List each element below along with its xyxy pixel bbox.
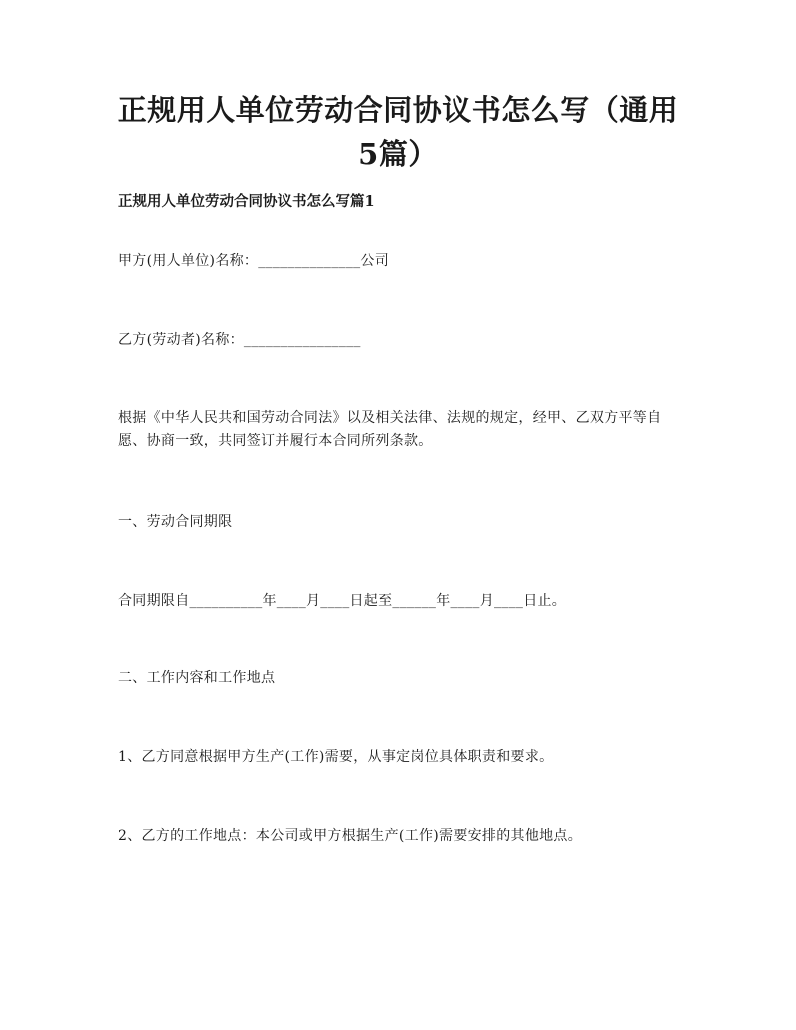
clause-heading-term: 一、劳动合同期限 [118, 514, 233, 530]
work-location-item-2: 2、乙方的工作地点：本公司或甲方根据生产(工作)需要安排的其他地点。 [118, 828, 583, 844]
document-title [100, 88, 696, 176]
party-a-name-line: 甲方(用人单位)名称：______________公司 [118, 253, 390, 269]
title-line-2: 5篇） [358, 137, 438, 171]
party-b-name-line: 乙方(劳动者)名称：________________ [118, 332, 361, 348]
title-line-1: 正规用人单位劳动合同协议书怎么写（通用 [117, 93, 679, 127]
contract-term-line: 合同期限自__________年____月____日起至______年____月____日止。 [118, 593, 567, 609]
preamble-paragraph: 根据《中华人民共和国劳动合同法》以及相关法律、法规的规定，经甲、乙双方平等自愿、协商一致，共同签订并履行本合同所列条款。 [118, 410, 662, 449]
work-content-item-1: 1、乙方同意根据甲方生产(工作)需要，从事定岗位具体职责和要求。 [118, 749, 554, 765]
clause-heading-work: 二、工作内容和工作地点 [118, 670, 276, 686]
section-heading: 正规用人单位劳动合同协议书怎么写篇1 [118, 193, 375, 210]
